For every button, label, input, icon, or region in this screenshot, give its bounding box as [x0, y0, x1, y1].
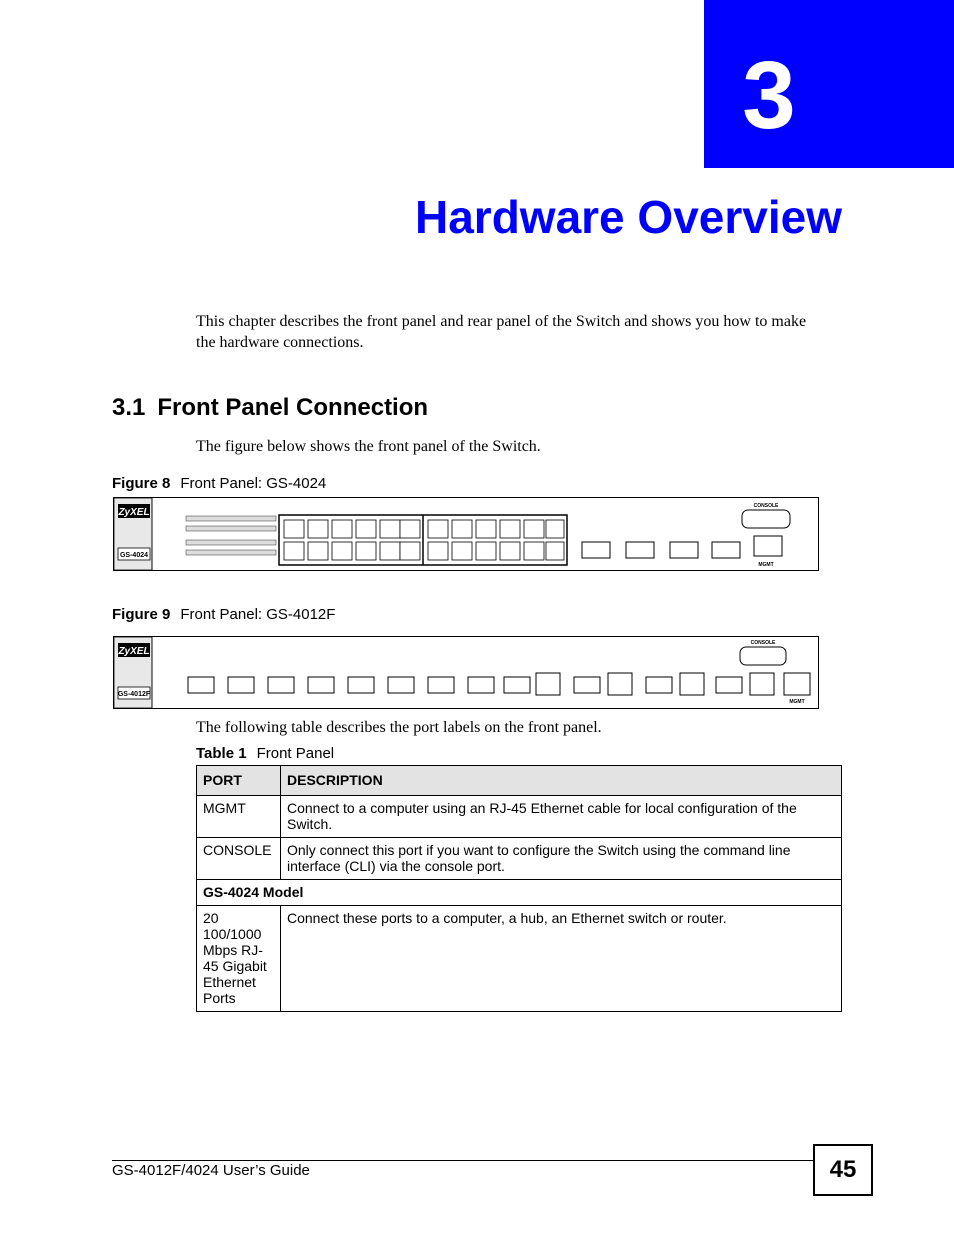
table1-caption: [196, 745, 334, 762]
figure9-caption: [112, 606, 335, 623]
chapter-number: 3: [742, 42, 796, 149]
footer-guide-title: GS-4012F/4024 User’s Guide: [112, 1162, 310, 1179]
row-description: Connect to a computer using an RJ-45 Ethernet cable for local configuration of the Switch.: [281, 796, 842, 838]
table-row: [197, 838, 842, 880]
figure8-caption-text: Front Panel: GS-4024: [180, 475, 327, 492]
figure8-mgmt-label: MGMT: [758, 562, 774, 568]
front-panel-table: [196, 765, 842, 1012]
gs4024-panel-drawing: [114, 498, 818, 570]
figure9-caption-text: Front Panel: GS-4012F: [180, 606, 336, 623]
figure8-caption: [112, 475, 326, 492]
figure8-label: Figure 8: [112, 475, 171, 492]
section-intro: The figure below shows the front panel of the Switch.: [196, 438, 541, 455]
row-description: Only connect this port if you want to configure the Switch using the command line interface (CLI) via the console port.: [281, 838, 842, 880]
row-port: 20 100/1000 Mbps RJ-45 Gigabit Ethernet Ports: [197, 906, 281, 1012]
row-port: CONSOLE: [197, 838, 281, 880]
figure8-front-panel: [113, 497, 819, 571]
section-heading: [112, 394, 428, 422]
section-number: 3.1: [112, 394, 146, 421]
table-row: [197, 796, 842, 838]
table-header-row: [197, 766, 842, 796]
row-description: Connect these ports to a computer, a hub, an Ethernet switch or router.: [281, 906, 842, 1012]
footer-rule: [112, 1160, 814, 1161]
table1-caption-text: Front Panel: [256, 745, 335, 762]
chapter-intro: This chapter describes the front panel and rear panel of the Switch and shows you how to make the hardware connections.: [196, 313, 807, 351]
table1-label: Table 1: [196, 745, 247, 762]
page-number: 45: [813, 1144, 873, 1196]
figure9-model: GS-4012F: [117, 691, 151, 698]
figure9-label: Figure 9: [112, 606, 171, 623]
gs4012f-panel-drawing: [114, 637, 818, 708]
figure8-console-label: CONSOLE: [753, 503, 779, 509]
figure8-model: GS-4024: [119, 552, 149, 559]
figure9-brand: ZyXEL: [118, 646, 150, 657]
table-intro: The following table describes the port labels on the front panel.: [196, 719, 602, 736]
chapter-title: Hardware Overview: [414, 191, 842, 243]
figure9-front-panel: [113, 636, 819, 709]
group-label: GS-4024 Model: [197, 880, 842, 906]
figure9-mgmt-label: MGMT: [789, 699, 805, 705]
section-title: Front Panel Connection: [157, 394, 429, 421]
row-port: MGMT: [197, 796, 281, 838]
header-description: DESCRIPTION: [281, 766, 842, 796]
table-group-row: [197, 880, 842, 906]
table-row: [197, 906, 842, 1012]
figure9-console-label: CONSOLE: [750, 640, 776, 646]
figure8-brand: ZyXEL: [118, 507, 150, 518]
header-port: PORT: [197, 766, 281, 796]
